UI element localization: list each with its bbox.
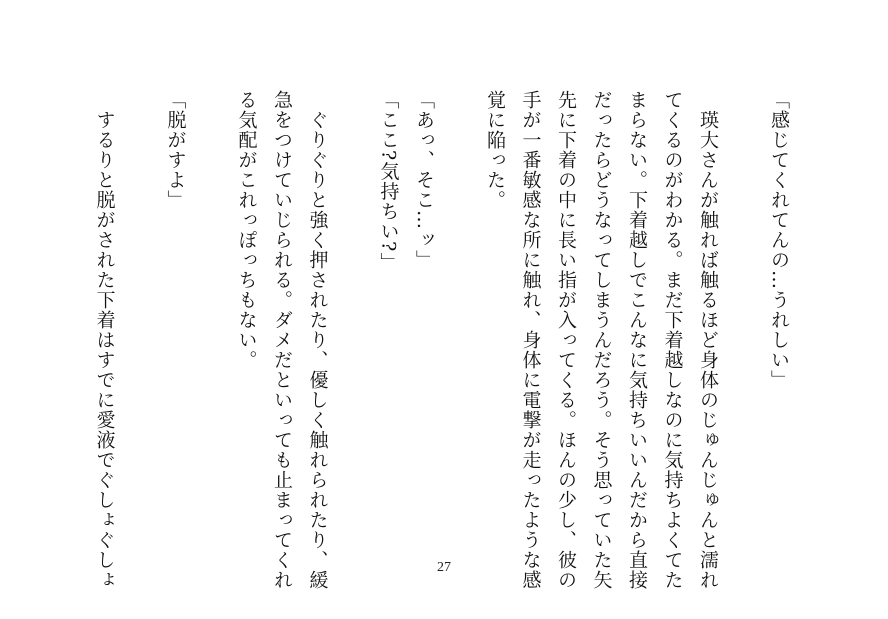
text-line: てくるのがわかる。まだ下着越しなのに気持ちよくてた xyxy=(661,90,684,590)
text-line: ぐりぐりと強く押されたり、優しく触れられたり、緩 xyxy=(306,90,329,590)
text-line: まらない。下着越しでこんなに気持ちいいんだから直接 xyxy=(626,90,648,590)
blank-line xyxy=(335,90,371,550)
text-line: る気配がこれっぽっちもない。 xyxy=(235,90,258,370)
text-line: するりと脱がされた下着はすでに愛液でぐしょぐしょ xyxy=(93,90,116,590)
blank-line xyxy=(122,90,158,550)
text-line: 「ここ?気持ちい?」 xyxy=(377,90,400,273)
text-line: 手が一番敏感な所に触れ、身体に電撃が走ったような感 xyxy=(519,90,542,590)
blank-line xyxy=(441,90,477,550)
blank-line xyxy=(193,90,229,550)
page-number: 27 xyxy=(437,560,451,575)
text-line: 「あっ、そこ…ッ」 xyxy=(413,90,435,270)
blank-line xyxy=(725,90,761,550)
text-line: 覚に陥った。 xyxy=(484,90,506,210)
text-line: 瑛大さんが触れば触るほど身体のじゅんじゅんと濡れ xyxy=(697,90,719,590)
text-line: 先に下着の中に長い指が入ってくる。ほんの少し、彼の xyxy=(555,90,577,590)
text-line: 「感じてくれてんの…うれしい」 xyxy=(768,90,790,390)
text-line: だったらどうなってしまうんだろう。そう思っていた矢 xyxy=(590,90,613,590)
text-line: 急をつけていじられる。ダメだといっても止まってくれ xyxy=(271,90,293,590)
text-line: 「脱がすよ」 xyxy=(164,90,187,210)
